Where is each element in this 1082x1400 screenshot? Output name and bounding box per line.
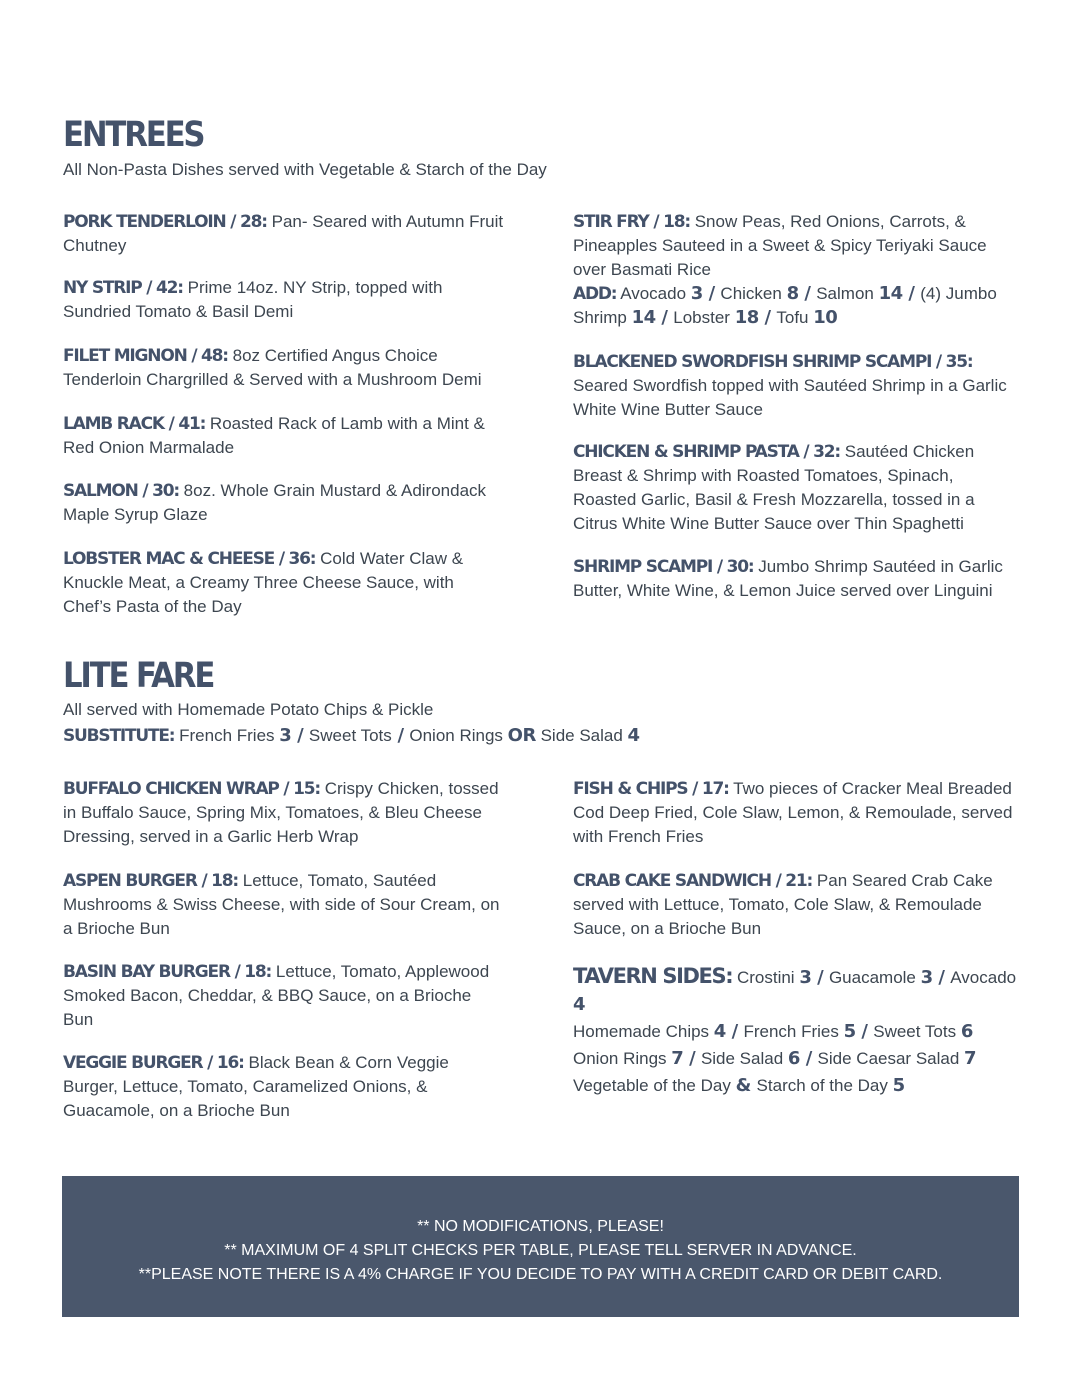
menu-item	[573, 350, 1023, 422]
policy-line: ** NO MODIFICATIONS, PLEASE!	[417, 1217, 664, 1235]
item-desc: 8oz. Whole Grain Mustard & Adirondack Maple Syrup Glaze	[63, 481, 487, 524]
item-name: SALMON / 30:	[63, 481, 179, 501]
add-option: Salmon	[816, 284, 874, 303]
add-option: Tofu	[776, 308, 809, 327]
substitute-option: French Fries	[179, 726, 275, 745]
item-name: BASIN BAY BURGER / 18:	[63, 962, 272, 982]
item-name: FISH & CHIPS / 17:	[573, 779, 729, 799]
menu-item	[63, 869, 508, 941]
item-name: LAMB RACK / 41:	[63, 414, 206, 434]
side-price: 7	[671, 1048, 684, 1069]
side-price: 3	[920, 967, 933, 988]
side-item: Side Salad	[700, 1049, 784, 1068]
add-label: ADD:	[573, 284, 617, 304]
item-name: BLACKENED SWORDFISH SHRIMP SCAMPI / 35:	[573, 352, 973, 372]
item-desc: Snow Peas, Red Onions, Carrots, & Pineapples Sauteed in a Sweet & Spicy Teriyaki Sauce over Basmati Rice	[573, 212, 987, 279]
menu-item	[63, 547, 483, 619]
policy-line: **PLEASE NOTE THERE IS A 4% CHARGE IF YOU DECIDE TO PAY WITH A CREDIT CARD OR DEBIT CARD.	[138, 1265, 943, 1283]
menu-item	[573, 777, 1021, 849]
add-price: 3	[690, 283, 703, 304]
item-name: ASPEN BURGER / 18:	[63, 871, 239, 891]
item-name: FILET MIGNON / 48:	[63, 346, 228, 366]
menu-item	[63, 276, 483, 324]
substitute-option: Onion Rings	[409, 726, 503, 745]
menu-item	[573, 869, 1021, 941]
entrees-left-column	[63, 210, 518, 619]
side-price: 5	[843, 1021, 856, 1042]
entrees-right-column	[573, 210, 1023, 603]
substitute-line: SUBSTITUTE: French Fries 3 / Sweet Tots / Onion Rings OR Side Salad 4	[63, 725, 640, 746]
menu-item	[63, 344, 518, 392]
item-name: NY STRIP / 42:	[63, 278, 183, 298]
item-desc: Pan- Seared with Autumn Fruit Chutney	[63, 212, 504, 255]
item-desc: Crispy Chicken, tossed in Buffalo Sauce, Spring Mix, Tomatoes, & Bleu Cheese Dressing, served in a Garlic Herb Wrap	[63, 779, 499, 846]
menu-item	[573, 555, 1023, 603]
side-item: Crostini	[736, 968, 795, 987]
add-option: Lobster	[673, 308, 730, 327]
tavern-sides: TAVERN SIDES: Crostini 3 / Guacamole 3 / Avocado 4 Homemade Chips 4 / French Fries 5 / Sweet Tots 6 Onion Rings 7 / Side Salad 6 / Side Caesar Salad 7 Vegetable of the Day & Starch of the Day 5	[573, 964, 1017, 1096]
menu-item	[573, 210, 1023, 282]
policy-line: ** MAXIMUM OF 4 SPLIT CHECKS PER TABLE, PLEASE TELL SERVER IN ADVANCE.	[224, 1241, 857, 1259]
add-price: 18	[734, 307, 759, 328]
item-desc: Black Bean & Corn Veggie Burger, Lettuce, Tomato, Caramelized Onions, & Guacamole, on a Brioche Bun	[63, 1053, 449, 1120]
item-name: STIR FRY / 18:	[573, 212, 690, 232]
menu-item	[63, 412, 503, 460]
policy-banner	[62, 1176, 1019, 1317]
item-desc: Two pieces of Cracker Meal Breaded Cod Deep Fried, Cole Slaw, Lemon, & Remoulade, served with French Fries	[573, 779, 1013, 846]
item-name: CRAB CAKE SANDWICH / 21:	[573, 871, 813, 891]
add-ons: ADD: Avocado 3 / Chicken 8 / Salmon 14 / (4) Jumbo Shrimp 14 / Lobster 18 / Tofu 10	[573, 283, 997, 328]
add-option: Chicken	[720, 284, 782, 303]
item-desc: Jumbo Shrimp Sautéed in Garlic Butter, White Wine, & Lemon Juice served over Linguini	[573, 557, 1003, 600]
menu-item	[63, 777, 508, 849]
side-item: Sweet Tots	[873, 1022, 957, 1041]
add-option: (4) Jumbo Shrimp	[573, 284, 997, 327]
add-option: Avocado	[620, 284, 687, 303]
add-price: 10	[813, 307, 838, 328]
side-price: 4	[573, 994, 586, 1015]
side-item: Homemade Chips	[573, 1022, 710, 1041]
item-desc: Roasted Rack of Lamb with a Mint & Red Onion Marmalade	[63, 414, 485, 457]
lite-fare-subtitle: All served with Homemade Potato Chips & Pickle	[63, 700, 434, 719]
lite-fare-left-column	[63, 777, 508, 1123]
item-desc: Lettuce, Tomato, Sautéed Mushrooms & Swiss Cheese, with side of Sour Cream, on a Brioche Bun	[63, 871, 500, 938]
side-price: 6	[787, 1048, 800, 1069]
side-item: Vegetable of the Day	[573, 1076, 731, 1095]
item-desc: Lettuce, Tomato, Applewood Smoked Bacon, Cheddar, & BBQ Sauce, on a Brioche Bun	[63, 962, 490, 1029]
entrees-subtitle: All Non-Pasta Dishes served with Vegetable & Starch of the Day	[63, 160, 547, 179]
item-name: SHRIMP SCAMPI / 30:	[573, 557, 754, 577]
substitute-option: Side Salad	[540, 726, 623, 745]
item-desc: Sautéed Chicken Breast & Shrimp with Roasted Tomatoes, Spinach, Roasted Garlic, Basil & Fresh Mozzarella, tossed in a Citrus White Wine Butter Sauce over Thin Spaghetti	[573, 442, 975, 533]
item-name: VEGGIE BURGER / 16:	[63, 1053, 244, 1073]
side-item: Side Caesar Salad	[817, 1049, 960, 1068]
item-desc: Pan Seared Crab Cake served with Lettuce, Tomato, Cole Slaw, & Remoulade Sauce, on a Brioche Bun	[573, 871, 993, 938]
item-name: LOBSTER MAC & CHEESE / 36:	[63, 549, 316, 569]
lite-fare-heading: LITE FARE	[63, 656, 214, 696]
add-price: 8	[786, 283, 799, 304]
item-desc: Seared Swordfish topped with Sautéed Shrimp in a Garlic White Wine Butter Sauce	[573, 376, 1007, 419]
side-item: French Fries	[743, 1022, 839, 1041]
substitute-label: SUBSTITUTE:	[63, 726, 175, 746]
substitute-option: Sweet Tots	[308, 726, 392, 745]
menu-item	[63, 479, 513, 527]
side-price: 4	[713, 1021, 726, 1042]
side-price: 5	[892, 1075, 905, 1096]
tavern-sides-label: TAVERN SIDES:	[573, 964, 733, 988]
entrees-heading: ENTREES	[63, 115, 204, 155]
add-price: 14	[631, 307, 656, 328]
substitute-price: 4	[627, 725, 640, 746]
item-desc: 8oz Certified Angus Choice Tenderloin Chargrilled & Served with a Mushroom Demi	[63, 346, 482, 389]
item-name: BUFFALO CHICKEN WRAP / 15:	[63, 779, 320, 799]
item-name: CHICKEN & SHRIMP PASTA / 32:	[573, 442, 840, 462]
item-name: PORK TENDERLOIN / 28:	[63, 212, 267, 232]
side-price: 6	[960, 1021, 973, 1042]
side-price: 3	[799, 967, 812, 988]
menu-item	[63, 960, 503, 1032]
item-desc: Prime 14oz. NY Strip, topped with Sundried Tomato & Basil Demi	[63, 278, 443, 321]
substitute-or: OR	[507, 725, 536, 746]
lite-fare-right-column	[573, 777, 1021, 1099]
side-item: Avocado	[950, 968, 1017, 987]
side-price: 7	[964, 1048, 977, 1069]
substitute-price: 3	[279, 725, 292, 746]
add-price: 14	[878, 283, 903, 304]
side-item: Guacamole	[828, 968, 916, 987]
item-desc: Cold Water Claw & Knuckle Meat, a Creamy Three Cheese Sauce, with Chef’s Pasta of the Day	[63, 549, 464, 616]
side-item: Onion Rings	[573, 1049, 667, 1068]
menu-item	[63, 210, 518, 258]
menu-item	[63, 1051, 508, 1123]
side-item: Starch of the Day	[756, 1076, 888, 1095]
menu-item	[573, 440, 993, 536]
